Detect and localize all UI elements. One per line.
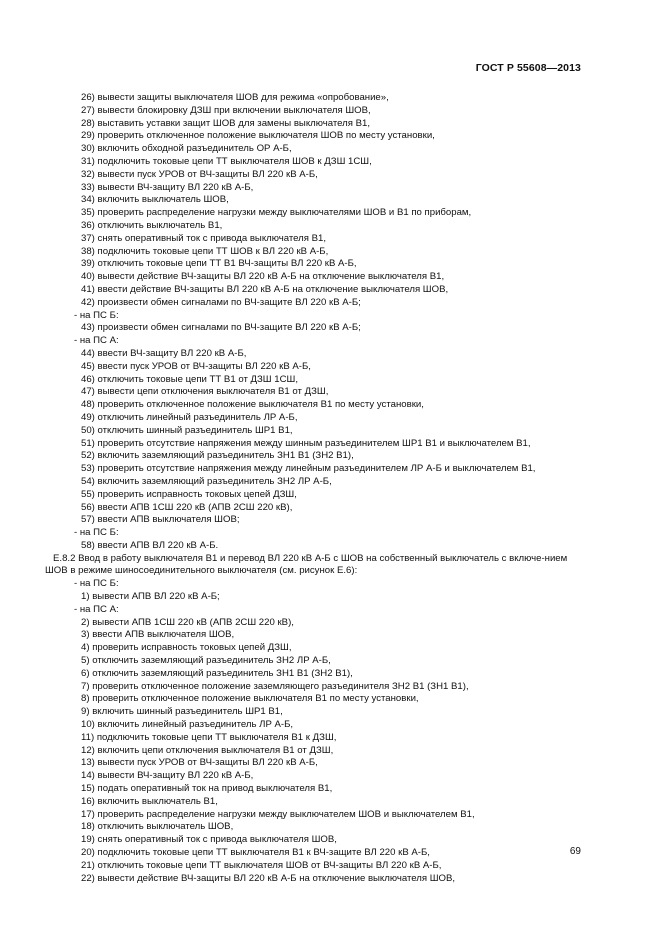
list-item: 46) отключить токовые цепи ТТ В1 от ДЗШ 1СШ, (81, 373, 298, 385)
list-item: 42) произвести обмен сигналами по ВЧ-защите ВЛ 220 кВ А-Б; (81, 296, 361, 308)
list-item: 19) снять оперативный ток с привода выключателя ШОВ, (81, 834, 337, 846)
list-item: 29) проверить отключенное положение выключателя ШОВ по месту установки, (81, 130, 435, 142)
page-number: 69 (569, 846, 581, 857)
substation-heading: - на ПС Б: (74, 578, 119, 590)
list-item: 49) отключить линейный разъединитель ЛР А-Б, (81, 411, 298, 423)
list-item: 44) ввести ВЧ-защиту ВЛ 220 кВ А-Б, (81, 347, 247, 359)
list-item: 8) проверить отключенное положение выключателя В1 по месту установки, (81, 693, 419, 705)
list-item: 48) проверить отключенное положение выключателя В1 по месту установки, (81, 399, 424, 411)
list-item: 16) включить выключатель В1, (81, 795, 218, 807)
list-item: 32) вывести пуск УРОВ от ВЧ-защиты ВЛ 220 кВ А-Б, (81, 168, 318, 180)
substation-heading: - на ПС А: (74, 603, 119, 615)
list-item: 7) проверить отключенное положение заземляющего разъединителя ЗН2 В1 (ЗН1 В1), (81, 680, 469, 692)
list-item: 21) отключить токовые цепи ТТ выключателя ШОВ от ВЧ-защиты ВЛ 220 кВ А-Б, (81, 859, 442, 871)
list-item: 51) проверить отсутствие напряжения между шинным разъединителем ШР1 В1 и выключателем В1, (81, 437, 531, 449)
substation-heading: - на ПС А: (74, 335, 119, 347)
list-item: 35) проверить распределение нагрузки между выключателями ШОВ и В1 по приборам, (81, 207, 472, 219)
list-item: 26) вывести защиты выключателя ШОВ для режима «опробование», (81, 92, 389, 103)
list-item: 36) отключить выключатель В1, (81, 219, 223, 231)
list-item: 14) вывести ВЧ-защиту ВЛ 220 кВ А-Б, (81, 770, 254, 782)
list-item: 43) произвести обмен сигналами по ВЧ-защите ВЛ 220 кВ А-Б; (81, 322, 361, 334)
list-item: 17) проверить распределение нагрузки между выключателем ШОВ и выключателем В1, (81, 808, 475, 820)
list-item: 54) включить заземляющий разъединитель ЗН2 ЛР А-Б, (81, 475, 332, 487)
list-item: 15) подать оперативный ток на привод выключателя В1, (81, 783, 333, 795)
list-item: 3) ввести АПВ выключателя ШОВ, (81, 629, 235, 641)
substation-heading: - на ПС Б: (74, 309, 119, 321)
list-item: 5) отключить заземляющий разъединитель ЗН2 ЛР А-Б, (81, 655, 331, 667)
list-item: 1) вывести АПВ ВЛ 220 кВ А-Б; (81, 591, 220, 603)
list-item: 53) проверить отсутствие напряжения между линейным разъединителем ЛР А-Б и выключателем В1, (81, 463, 536, 475)
list-item: 22) вывести действие ВЧ-защиты ВЛ 220 кВ А-Б на отключение выключателя ШОВ, (81, 872, 456, 884)
list-item: 57) ввести АПВ выключателя ШОВ; (81, 514, 240, 526)
list-item: 28) выставить уставки защит ШОВ для замены выключателя В1, (81, 117, 370, 129)
list-item: 6) отключить заземляющий разъединитель ЗН1 В1 (ЗН2 В1), (81, 667, 353, 679)
list-item: 30) включить обходной разъединитель ОР А-Б, (81, 143, 292, 155)
document-body (45, 92, 586, 885)
list-item: 58) ввести АПВ ВЛ 220 кВ А-Б. (81, 539, 219, 551)
list-item: 10) включить линейный разъединитель ЛР А-Б, (81, 719, 294, 731)
substation-heading: - на ПС Б: (74, 527, 119, 539)
list-item: 13) вывести пуск УРОВ от ВЧ-защиты ВЛ 220 кВ А-Б, (81, 757, 318, 769)
list-item: 41) ввести действие ВЧ-защиты ВЛ 220 кВ А-Б на отключение выключателя ШОВ, (81, 283, 449, 295)
section-paragraph: Е.8.2 Ввод в работу выключателя В1 и перевод ВЛ 220 кВ А-Б с ШОВ на собственный выключатель с включе-нием ШОВ в режиме шиносоединительного выключателя (см. рисунок Е.6): (45, 552, 568, 577)
list-item: 56) ввести АПВ 1СШ 220 кВ (АПВ 2СШ 220 кВ), (81, 501, 293, 513)
list-item: 20) подключить токовые цепи ТТ выключателя В1 к ВЧ-защите ВЛ 220 кВ А-Б, (81, 847, 430, 859)
list-item: 9) включить шинный разъединитель ШР1 В1, (81, 706, 283, 718)
list-item: 2) вывести АПВ 1СШ 220 кВ (АПВ 2СШ 220 кВ), (81, 616, 294, 628)
list-item: 4) проверить исправность токовых цепей ДЗШ, (81, 642, 292, 654)
list-item: 11) подключить токовые цепи ТТ выключателя В1 к ДЗШ, (81, 731, 337, 743)
list-item: 31) подключить токовые цепи ТТ выключателя ШОВ к ДЗШ 1СШ, (81, 155, 372, 167)
list-item: 39) отключить токовые цепи ТТ В1 ВЧ-защиты ВЛ 220 кВ А-Б, (81, 258, 357, 270)
list-item: 18) отключить выключатель ШОВ, (81, 821, 234, 833)
list-item: 52) включить заземляющий разъединитель ЗН1 В1 (ЗН2 В1), (81, 450, 354, 462)
list-item: 55) проверить исправность токовых цепей ДЗШ, (81, 488, 297, 500)
list-item: 33) вывести ВЧ-защиту ВЛ 220 кВ А-Б, (81, 181, 254, 193)
list-item: 45) ввести пуск УРОВ от ВЧ-защиты ВЛ 220 кВ А-Б, (81, 360, 311, 372)
list-item: 40) вывести действие ВЧ-защиты ВЛ 220 кВ А-Б на отключение выключателя В1, (81, 271, 445, 283)
list-item: 50) отключить шинный разъединитель ШР1 В1, (81, 424, 293, 436)
document-code: ГОСТ Р 55608—2013 (475, 62, 581, 74)
list-item: 47) вывести цепи отключения выключателя В1 от ДЗШ, (81, 386, 329, 398)
list-item: 34) включить выключатель ШОВ, (81, 194, 229, 206)
list-item: 38) подключить токовые цепи ТТ ШОВ к ВЛ 220 кВ А-Б, (81, 245, 329, 257)
list-item: 12) включить цепи отключения выключателя В1 от ДЗШ, (81, 744, 334, 756)
list-item: 37) снять оперативный ток с привода выключателя В1, (81, 232, 326, 244)
list-item: 27) вывести блокировку ДЗШ при включении выключателя ШОВ, (81, 104, 371, 116)
